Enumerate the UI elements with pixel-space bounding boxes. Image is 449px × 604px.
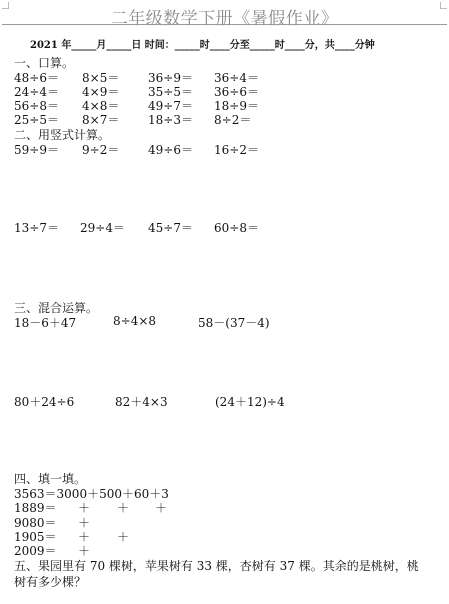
oral-problem: 24÷4＝ (14, 85, 59, 99)
word-problem-line: 五、果园里有 70 棵树，苹果树有 33 棵，杏树有 37 棵。其余的是桃树，桃 (14, 559, 419, 573)
mixed-problem: 82＋4×3 (115, 395, 168, 409)
date-time-line: 2021 年_____月_____日 时间：_____时____分至_____时____分，共____分钟 (30, 40, 375, 51)
vertical-problem: 49÷6＝ (148, 143, 193, 157)
oral-problem: 4×8＝ (82, 99, 120, 113)
plus-sign: ＋ (155, 501, 168, 515)
plus-sign: ＋ (78, 544, 91, 558)
plus-sign: ＋ (78, 516, 91, 530)
oral-problem: 4×9＝ (82, 85, 120, 99)
vertical-problem: 59÷9＝ (14, 143, 59, 157)
fill-example: 3563＝3000＋500＋60＋3 (14, 487, 169, 501)
page-title: 二年级数学下册《暑假作业》 (110, 9, 339, 29)
vertical-problem: 16÷2＝ (214, 143, 259, 157)
mixed-problem: 18－6＋47 (14, 316, 77, 330)
section-mixed-heading: 三、混合运算。 (14, 301, 99, 315)
oral-problem: 18÷9＝ (214, 99, 259, 113)
oral-problem: 18÷3＝ (148, 113, 193, 127)
oral-problem: 56÷8＝ (14, 99, 59, 113)
oral-problem: 8×7＝ (82, 113, 120, 127)
section-vertical-heading: 二、用竖式计算。 (14, 128, 111, 142)
oral-problem: 35÷5＝ (148, 85, 193, 99)
vertical-problem: 13÷7＝ (14, 221, 59, 235)
oral-problem: 36÷9＝ (148, 71, 193, 85)
fill-number: 9080＝ (14, 516, 57, 530)
oral-problem: 25÷5＝ (14, 113, 59, 127)
mixed-problem: 80＋24÷6 (14, 395, 75, 409)
oral-problem: 8÷2＝ (214, 113, 252, 127)
header-rule (2, 24, 447, 25)
mixed-problem: 58－(37－4) (198, 316, 270, 330)
word-problem-line: 树有多少棵？ (14, 575, 87, 589)
oral-problem: 49÷7＝ (148, 99, 193, 113)
vertical-problem: 9÷2＝ (82, 143, 120, 157)
oral-problem: 36÷6＝ (214, 85, 259, 99)
plus-sign: ＋ (78, 501, 91, 515)
section-oral-heading: 一、口算。 (14, 56, 75, 70)
fill-number: 2009＝ (14, 544, 57, 558)
oral-problem: 8×5＝ (82, 71, 120, 85)
oral-problem: 36÷4＝ (214, 71, 259, 85)
section-fill-heading: 四、填一填。 (14, 472, 87, 486)
mixed-problem: (24＋12)÷4 (215, 395, 285, 409)
oral-problem: 48÷6＝ (14, 71, 59, 85)
vertical-problem: 45÷7＝ (148, 221, 193, 235)
vertical-problem: 29÷4＝ (80, 221, 125, 235)
plus-sign: ＋ (78, 530, 91, 544)
plus-sign: ＋ (117, 501, 130, 515)
fill-number: 1905＝ (14, 530, 57, 544)
fill-number: 1889＝ (14, 501, 57, 515)
mixed-problem: 8÷4×8 (113, 314, 157, 328)
plus-sign: ＋ (117, 530, 130, 544)
vertical-problem: 60÷8＝ (214, 221, 259, 235)
